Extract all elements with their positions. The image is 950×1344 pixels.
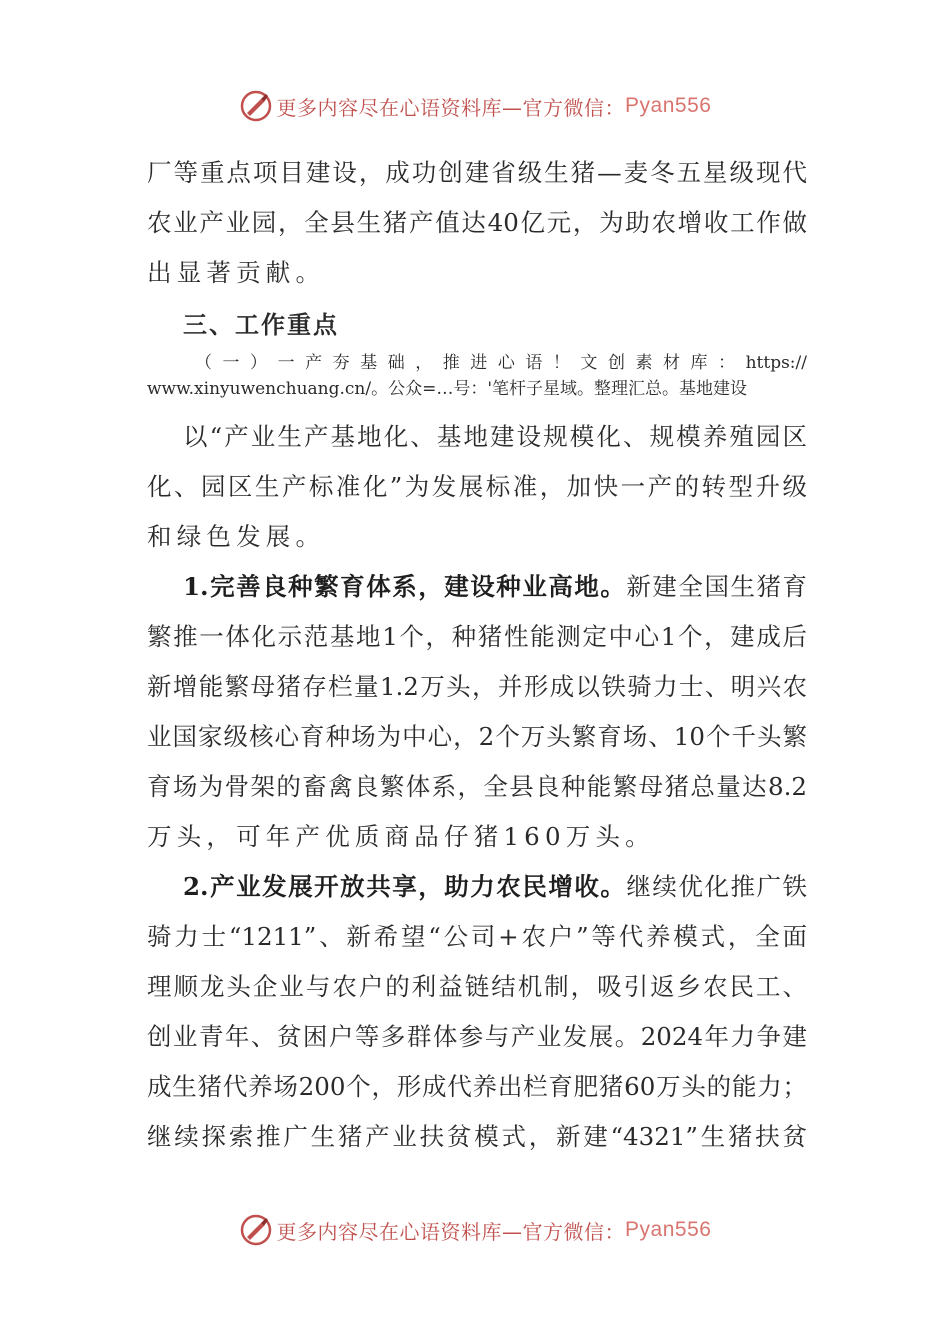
footer-banner-text: 更多内容尽在心语资料库—官方微信：	[276, 1219, 626, 1244]
item2-first-line	[147, 862, 807, 912]
section-heading: 三、工作重点	[183, 311, 339, 339]
subheading-line-2: www.xinyuwenchuang.cn/。公众=…号：'笔杆子星域。整理汇总。基地建设	[147, 379, 748, 399]
item2-title: 2.产业发展开放共享，助力农民增收。	[183, 872, 627, 901]
header-banner	[0, 86, 950, 126]
item2-line: 骑力士“1211”、新希望“公司+农户”等代养模式，全面	[147, 922, 807, 951]
pen-logo-icon	[239, 89, 273, 123]
standard-line-2: 化、园区生产标准化”为发展标准，加快一产的转型升级	[147, 472, 807, 501]
footer-banner-id: Pyan556	[625, 1218, 712, 1241]
standard-line-1: 以“产业生产基地化、基地建设规模化、规模养殖园区	[183, 422, 807, 451]
item1-line: 业国家级核心育种场为中心，2个万头繁育场、10个千头繁	[147, 722, 807, 751]
item2-line: 成生猪代养场200个，形成代养出栏育肥猪60万头的能力；	[147, 1072, 807, 1101]
item1-first-line	[147, 562, 807, 612]
pen-logo-icon	[239, 1213, 273, 1247]
item1-first-rest: 新建全国生猪育	[626, 572, 807, 601]
item1-title: 1.完善良种繁育体系，建设种业高地。	[183, 572, 627, 601]
intro-line-3: 出显著贡献。	[147, 258, 326, 287]
subheading-line-1: （一）一产夯基础，推进心语！文创素材库：https://	[195, 353, 807, 373]
item2-line: 创业青年、贫困户等多群体参与产业发展。2024年力争建	[147, 1022, 807, 1051]
item2-first-rest: 继续优化推广铁	[626, 872, 807, 901]
intro-line-2: 农业产业园，全县生猪产值达40亿元，为助农增收工作做	[147, 208, 807, 237]
item2-line: 继续探索推广生猪产业扶贫模式，新建“4321”生猪扶贫	[147, 1122, 807, 1151]
item1-line: 新增能繁母猪存栏量1.2万头，并形成以铁骑力士、明兴农	[147, 672, 807, 701]
item1-line: 繁推一体化示范基地1个，种猪性能测定中心1个，建成后	[147, 622, 807, 651]
intro-line-1: 厂等重点项目建设，成功创建省级生猪—麦冬五星级现代	[147, 158, 807, 187]
standard-line-3: 和绿色发展。	[147, 522, 326, 551]
item1-line: 万头，可年产优质商品仔猪160万头。	[147, 822, 655, 851]
document-body	[147, 148, 807, 1162]
header-banner-text: 更多内容尽在心语资料库—官方微信：	[276, 95, 626, 120]
footer-banner	[0, 1210, 950, 1250]
header-banner-id: Pyan556	[625, 94, 712, 117]
item1-line: 育场为骨架的畜禽良繁体系，全县良种能繁母猪总量达8.2	[147, 772, 807, 801]
item2-line: 理顺龙头企业与农户的利益链结机制，吸引返乡农民工、	[147, 972, 807, 1001]
